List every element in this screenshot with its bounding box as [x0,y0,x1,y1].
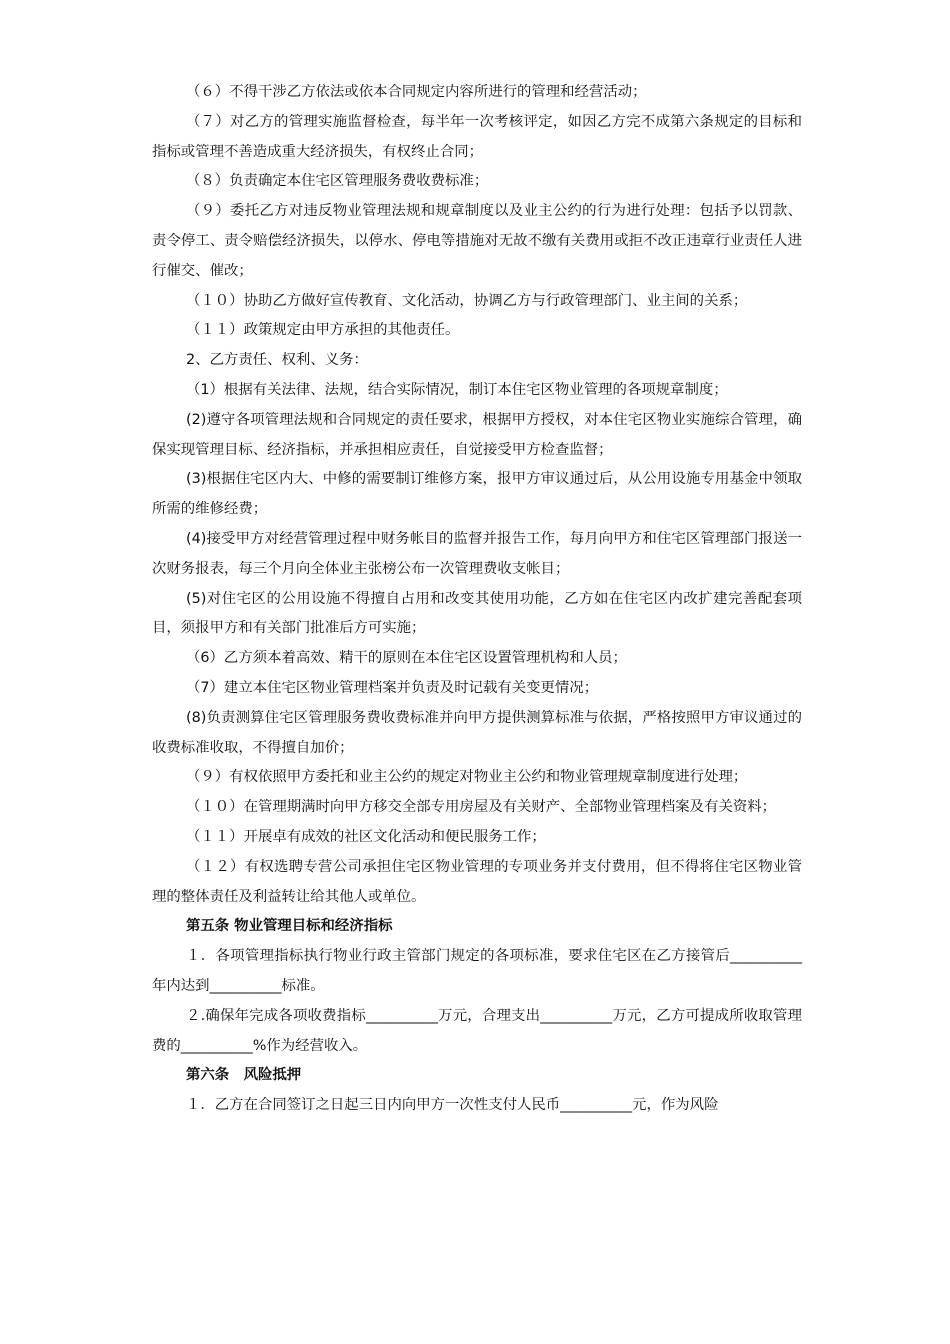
clause-a9: （９）委托乙方对违反物业管理法规和规章制度以及业主公约的行为进行处理：包括予以罚款、责令停工、责令赔偿经济损失，以停水、停电等措施对无故不缴有关费用或拒不改正违章行业责任人进行催交、催改； [152,203,802,279]
clause-b10: （１０）在管理期满时向甲方移交全部专用房屋及有关财产、全部物业管理档案及有关资料； [186,799,777,816]
clause-b6: （6）乙方须本着高效、精干的原则在本住宅区设置管理机构和人员； [186,650,627,667]
clause-a6: （６）不得干涉乙方依法或依本合同规定内容所进行的管理和经营活动； [186,84,647,100]
clause-b4: (4)接受甲方对经营管理过程中财务帐目的监督并报告工作，每月向甲方和住宅区管理部门报送一次财务报表，每三个月向全体业主张榜公布一次管理费收支帐目； [152,530,802,577]
article-6-item-1: １．乙方在合同签订之日起三日内向甲方一次性支付人民币__________元，作为风险 [186,1097,719,1114]
clause-b3: (3)根据住宅区内大、中修的需要制订维修方案，报甲方审议通过后，从公用设施专用基金中领取所需的维修经费； [152,471,802,518]
clause-b8: (8)负责测算住宅区管理服务费收费标准并向甲方提供测算标准与依据，严格按照甲方审议通过的收费标准收取，不得擅自加价； [152,709,802,756]
clause-b7: （7）建立本住宅区物业管理档案并负责及时记载有关变更情况； [186,679,599,696]
clause-b5: (5)对住宅区的公用设施不得擅自占用和改变其使用功能，乙方如在住宅区内改扩建完善配套项目，须报甲方和有关部门批准后方可实施； [152,590,802,637]
article-5-heading: 第五条 物业管理目标和经济指标 [186,918,393,935]
clause-b2: (2)遵守各项管理法规和合同规定的责任要求，根据甲方授权，对本住宅区物业实施综合管理，确保实现管理目标、经济指标，并承担相应责任，自觉接受甲方检查监督； [152,411,802,458]
clause-b1: （1）根据有关法律、法规，结合实际情况，制订本住宅区物业管理的各项规章制度； [186,381,728,398]
clause-a11: （１１）政策规定由甲方承担的其他责任。 [186,322,460,339]
clause-b9: （９）有权依照甲方委托和业主公约的规定对物业主公约和物业管理规章制度进行处理； [186,769,748,786]
article-5-item-2: ２.确保年完成各项收费指标__________万元，合理支出__________万元，乙方可提成所收取管理费的__________%作为经营收入。 [152,1007,802,1054]
clause-b12: （１２）有权选聘专营公司承担住宅区物业管理的专项业务并支付费用，但不得将住宅区物业管理的整体责任及利益转让给其他人或单位。 [152,858,802,905]
article-6-heading: 第六条 风险抵押 [186,1067,302,1084]
clause-a10: （１０）协助乙方做好宣传教育、文化活动，协调乙方与行政管理部门、业主间的关系； [186,292,748,309]
document-page [152,78,802,1121]
clause-b11: （１１）开展卓有成效的社区文化活动和便民服务工作； [186,828,546,845]
clause-a7: （７）对乙方的管理实施监督检查，每半年一次考核评定，如因乙方完不成第六条规定的目标和指标或管理不善造成重大经济损失，有权终止合同； [152,113,802,160]
article-5-item-1: １．各项管理指标执行物业行政主管部门规定的各项标准，要求住宅区在乙方接管后__________年内达到__________标准。 [152,948,802,994]
section-2-title: 2、乙方责任、权利、义务： [186,352,368,369]
clause-a8: （８）负责确定本住宅区管理服务费收费标准； [186,173,489,190]
